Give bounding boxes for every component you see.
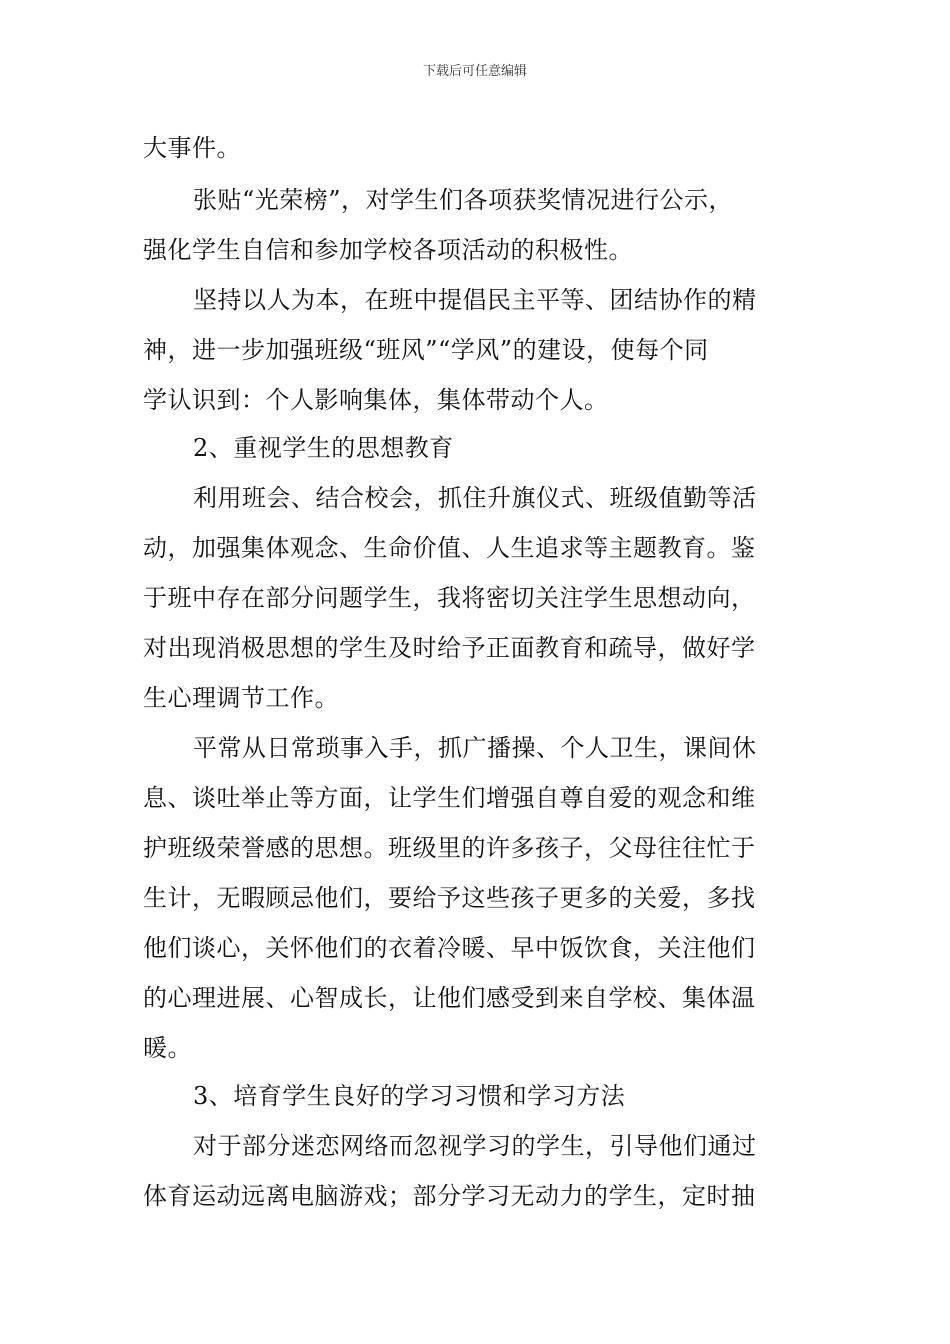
text-line: 对出现消极思想的学生及时给予正面教育和疏导，做好学 bbox=[143, 634, 756, 662]
text-line: 息、谈吐举止等方面，让学生们增强自尊自爱的观念和维 bbox=[143, 784, 756, 812]
text-line: 护班级荣誉感的思想。班级里的许多孩子，父母往往忙于 bbox=[143, 834, 756, 862]
text-line: 他们谈心，关怀他们的衣着冷暖、早中饭饮食，关注他们 bbox=[143, 934, 756, 962]
text-line: 于班中存在部分问题学生，我将密切关注学生思想动向， bbox=[143, 584, 756, 612]
paragraph-first-line: 坚持以人为本，在班中提倡民主平等、团结协作的精 bbox=[193, 286, 757, 314]
paragraph-first-line: 张贴“光荣榜”，对学生们各项获奖情况进行公示， bbox=[193, 186, 734, 214]
text-line: 暖。 bbox=[143, 1034, 192, 1062]
text-line: 神，进一步加强班级“班风”“学风”的建设，使每个同 bbox=[143, 336, 709, 364]
text-line: 学认识到：个人影响集体，集体带动个人。 bbox=[143, 386, 609, 414]
text-line: 生计，无暇顾忌他们，要给予这些孩子更多的关爱，多找 bbox=[143, 884, 756, 912]
section-heading: 2、重视学生的思想教育 bbox=[193, 434, 454, 462]
text-line: 的心理进展、心智成长，让他们感受到来自学校、集体温 bbox=[143, 984, 756, 1012]
text-line: 体育运动远离电脑游戏；部分学习无动力的学生，定时抽 bbox=[143, 1182, 756, 1210]
text-line: 生心理调节工作。 bbox=[143, 684, 339, 712]
text-line: 动，加强集体观念、生命价值、人生追求等主题教育。鉴 bbox=[143, 534, 756, 562]
paragraph-first-line: 平常从日常琐事入手，抓广播操、个人卫生，课间休 bbox=[193, 734, 757, 762]
paragraph-first-line: 对于部分迷恋网络而忽视学习的学生，引导他们通过 bbox=[193, 1132, 757, 1160]
page-header: 下载后可任意编辑 bbox=[422, 64, 527, 79]
section-heading: 3、培育学生良好的学习习惯和学习方法 bbox=[193, 1082, 626, 1110]
text-line: 大事件。 bbox=[143, 134, 241, 162]
paragraph-first-line: 利用班会、结合校会，抓住升旗仪式、班级值勤等活 bbox=[193, 484, 757, 512]
text-line: 强化学生自信和参加学校各项活动的积极性。 bbox=[143, 236, 633, 264]
